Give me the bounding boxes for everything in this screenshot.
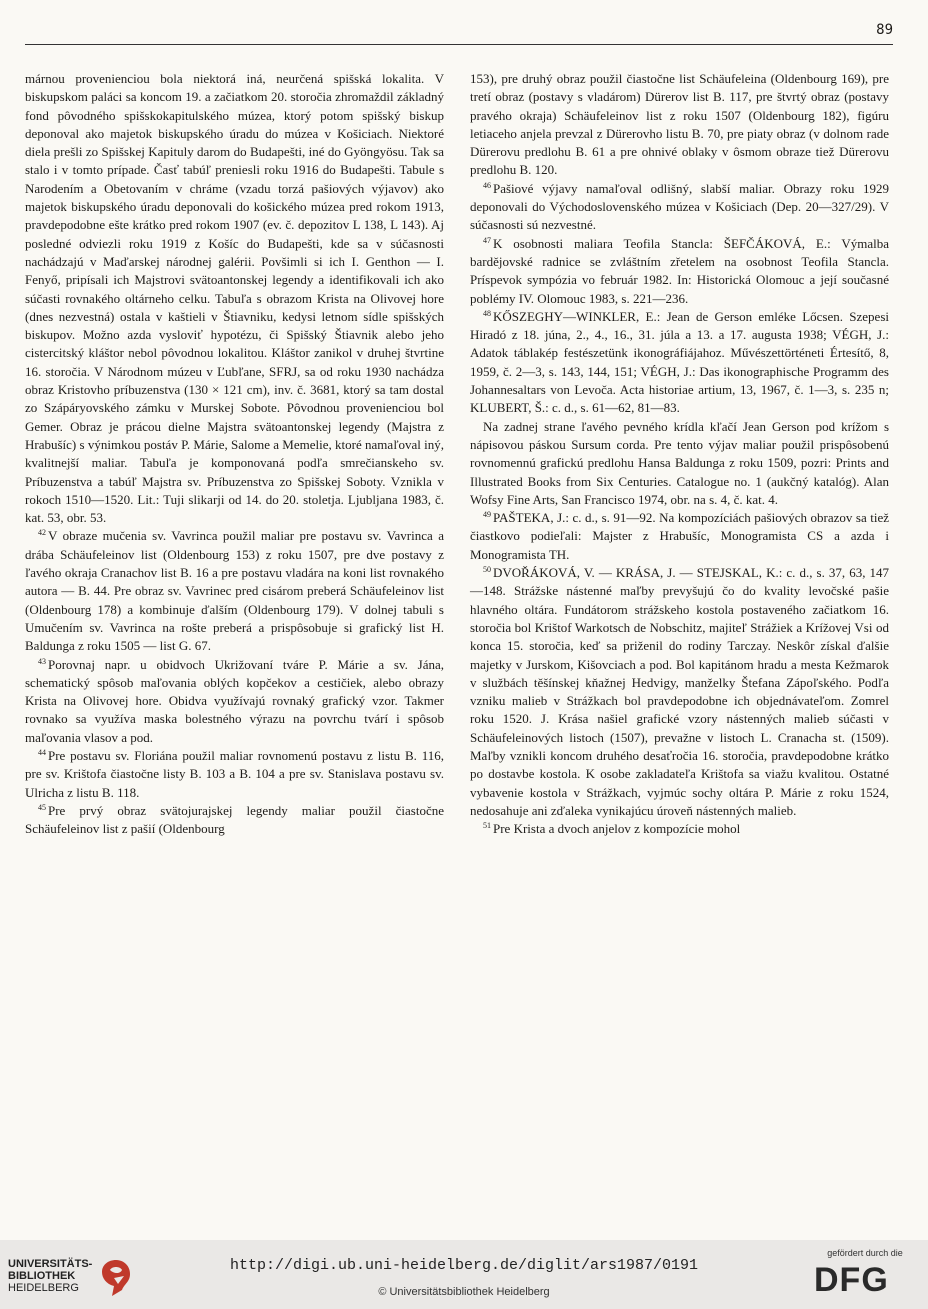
footnote-51 [470, 820, 889, 838]
footnote-number: 51 [483, 821, 491, 831]
footnote-number: 49 [483, 510, 491, 520]
viewer-footer [0, 1240, 928, 1309]
page-number: 89 [876, 22, 893, 38]
copyright-notice: © Universitätsbibliothek Heidelberg [378, 1286, 550, 1298]
footnote-text: DVOŘÁKOVÁ, V. — KRÁSA, J. — STEJSKAL, K.: c. d., s. 37, 63, 147—148. Strážske nástenné maľby prevyšujú čo do kvality levočské pašie hlavného oltára. Fundátorom strážskeho kostola postaveného začiatkom 16. storočia bol Krištof Warkotsch de Nobschitz, majiteľ Strážiek a Krížovej Vsi od konca 15. storočia, keď sa priženil do rodiny Tarczay. Neskôr získal ďalšie majetky v Jurskom, Kišovciach a pod. Bol kapitánom hradu a mesta Kežmarok v službách těšínskej kňažnej Hedvigy, manželky Štefana Zápoľského. Podľa vzniku malieb v Strážkach bol pravdepodobne ich objednávateľom. Zomrel roku 1520. J. Krása našiel grafické vzory nástenných malieb súčasti v Schäufeleinových listoch (1507), prevažne v listoch L. Cranacha st. (1509). Maľby vznikli koncom druhého desaťročia 16. storočia, pravdepodobne krátko po dostavbe kostola. K osobe zakladateľa Krištofa sa viažu kvalitou. Ostatné vybavenie kostola v Strážkach, vyjmúc sochy oltára P. Márie z roku 1524, nedosahuje ani zďaleka vynikajúcu úroveň nástenných malieb. [470, 565, 889, 818]
header-rule [25, 44, 893, 45]
footnote-44 [25, 747, 444, 802]
footnote-text: Pre Krista a dvoch anjelov z kompozície mohol [493, 821, 741, 837]
footnote-43 [25, 656, 444, 747]
dfg-logo[interactable] [812, 1248, 918, 1304]
footnote-42 [25, 527, 444, 655]
footnote-text: Pre postavu sv. Floriána použil maliar rovnomenú postavu z listu B. 116, pre sv. Krištofa čiastočne listy B. 103 a B. 104 a pre sv. Stanislava postavu sv. Ulricha z listu B. 118. [25, 747, 444, 800]
footnote-48-continuation: Na zadnej strane ľavého pevného krídla kľačí Jean Gerson pod krížom s nápisovou páskou Sursum corda. Pre tento výjav maliar použil prispôsobenú rovnomennú grafickú predlohu Hansa Baldunga z roku 1509, pozri: Prints and Illustrated Books from Six Centuries. Catalogue no. 1 (aukčný katalóg). Alan Wofsy Fine Arts, San Francisco 1974, obr. na s. 4, č. kat. 4. [470, 418, 889, 507]
footnote-45 [25, 802, 444, 839]
footnote-text: V obraze mučenia sv. Vavrinca použil maliar pre postavu sv. Vavrinca a drába Schäufeleinov list (Oldenbourg 153) z roku 1507, pre dve postavy z ľavého okraja Cranachov list B. 16 a pre postavu vladára na koni list rovnakého autora — B. 44. Pre obraz sv. Vavrinec pred cisárom preberá Schäufeleinov list (Oldenbourg 178) a kombinuje ďalším (Oldenbourg 179). V dolnej tabuli s Umučením sv. Vavrinca na rošte preberá a prispôsobuje si grafický list H. Baldunga z roku 1505 — list G. 67. [25, 528, 444, 654]
left-column [25, 70, 444, 838]
body-paragraph-continued: 153), pre druhý obraz použil čiastočne list Schäufeleina (Oldenbourg 169), pre tretí obraz (postavy s vladárom) Dürerov list B. 117, pre štvrtý obraz (postavy pravého okraja) Schäufeleinov list z roku 1507 (Oldenbourg 182), figúru letiaceho anjela prevzal z Dürerovho listu B. 70, pre piaty obraz (v dolnom rade Dürerovu predlohu B. 61 a pre ohnivé oblaky v ôsmom obraze tiež Dürerovu predlohu B. 120. [470, 71, 889, 178]
footnote-number: 42 [38, 528, 46, 538]
footnote-48 [470, 308, 889, 418]
footnote-text: Pašiové výjavy namaľoval odlišný, slabší maliar. Obrazy roku 1929 deponovali do Východoslovenského múzea v Košiciach (Dep. 20—327/29). V súčasnosti sú nezvestné. [470, 180, 889, 233]
footnote-50 [470, 564, 889, 820]
footnote-number: 46 [483, 180, 491, 190]
footnote-46 [470, 180, 889, 235]
body-paragraph: márnou provenienciou bola niektorá iná, neurčená spišská lokalita. V biskupskom paláci sa koncom 19. a začiatkom 20. storočia zhromaždil základný fond pôvodného spišskokapitulského múzea, ktorý potom spišský biskup deponoval ako majetok biskupského úradu do múzea v Košiciach. Niektoré diela prešli zo Spišskej Kapituly darom do Budapešti, iné do Gyöngyösu. Tak sa stalo i v tomto prípade. Časť tabúľ preniesli roku 1916 do Budapešti. Tabule s Narodením a Obetovaním v chráme (vzadu torzá pašiových výjavov) ako majetok biskupského úradu deponovali do košického múzea pred rokom 1913, pravdepodobne ešte krátko pred rokom 1907 (ev. č. depozitov L 138, L 143). Aj posledné odviezli roku 1919 z Košíc do Budapešti, kde sa v súčasnosti nachádzajú v Maďarskej národnej galérii. Povšimli si ich I. Genthon — I. Fenyő, pripísali ich Majstrovi svätoantonskej legendy a identifikovali ich ako súčasti rovnakého oltárneho celku. Tabuľa s obrazom Krista na Olivovej hore (dnes nezvestná) ostala v kaštieli v Štiavniku, kedysi letnom sídle spišských biskupov. Možno azda vysloviť hypotézu, či Spišský Štiavnik alebo jeho cistercitský kláštor nebol pôvodnou lokalitou. Kláštor zanikol v druhej štvrtine 16. storočia. V Národnom múzeu v Ľubľane, SFRJ, sa od roku 1930 nachádza obraz Kristovho príbuzenstva (130 × 121 cm), inv. č. 3681, ktorý sa tam dostal zo Szápáryovského zámku v Murskej Sobote. Pôvodnou provenienciou bol Gemer. Obraz je prácou dielne Majstra svätoantonskej legendy (Majstra z Hrabušíc) s výnimkou postáv P. Márie, Salome a Memelie, ktoré namaľoval iný, kvalitnejší maliar. Tabuľa je komponovaná podľa smrečianskeho sv. Príbuzenstva a tabúľ Majstra sv. Príbuzenstva zo Spišskej Soboty. Vznikla v rokoch 1510—1520. Lit.: Tuji slikarji od 14. do 20. stoletja. Ljubljana 1983, č. kat. 53, obr. 53. [25, 71, 444, 526]
dfg-wordmark: DFG [814, 1261, 889, 1299]
right-column [470, 70, 889, 838]
footnote-47 [470, 235, 889, 308]
footnote-text: K osobnosti maliara Teofila Stancla: ŠEFČÁKOVÁ, E.: Výmalba bardějovské radnice se zvláštním zřetelem na osobnost Teofila Stancla. Príspevok sympózia vo február 1982. In: Historická Olomouc a její současné poblémy IV. Olomouc 1983, s. 221—236. [470, 235, 889, 306]
footnote-number: 45 [38, 802, 46, 812]
footnote-text: Pre prvý obraz svätojurajskej legendy maliar použil čiastočne Schäufeleinov list z pašií (Oldenbourg [25, 802, 444, 837]
footnote-number: 44 [38, 747, 46, 757]
footnote-number: 47 [483, 235, 491, 245]
footnote-text: PAŠTEKA, J.: c. d., s. 91—92. Na kompozíciách pašiových obrazov sa tiež čiastkovo podieľali: Majster z Hrabušíc, Monogramista CS a azda i Monogramista TH. [470, 510, 889, 562]
permalink-url[interactable]: http://digi.ub.uni-heidelberg.de/diglit/ars1987/0191 [229, 1257, 699, 1274]
footnote-number: 43 [38, 656, 46, 666]
footnote-number: 50 [483, 565, 491, 575]
library-name: UNIVERSITÄTS- BIBLIOTHEK HEIDELBERG [8, 1258, 93, 1294]
footnote-text: Porovnaj napr. u obidvoch Ukrižovaní tváre P. Márie a sv. Jána, schematický spôsob maľovania oblých kopčekov a cestičiek, alebo obrazy Krista na Olivovej hore. Obidva využívajú rovnaký grafický vzor. Takmer rovnako sa využíva maska bolestného výrazu na povrchu tvárí i spôsob maľovania vlasov a pod. [25, 656, 444, 745]
footnote-number: 48 [483, 308, 491, 318]
footnote-49 [470, 509, 889, 564]
funder-caption: gefördert durch die [827, 1248, 903, 1258]
footnote-text: KŐSZEGHY—WINKLER, E.: Jean de Gerson emléke Lőcsen. Szepesi Hiradó z 18. júna, 2., 4., 16., 31. júla a 13. a 17. augusta 1938; VÉGH, J.: Adatok táblakép festészetünk ikonográfiájahoz. Művészettörténeti Értesítő, 8, 1959, č. 2—3, s. 143, 144, 151; VÉGH, J.: Das ikonographische Programm des Johannesaltars von Levoča. Acta historiae artium, 13, 1967, č. 1—3, s. 235 n; KLUBERT, Š.: c. d., s. 61—62, 81—83. [470, 308, 889, 416]
